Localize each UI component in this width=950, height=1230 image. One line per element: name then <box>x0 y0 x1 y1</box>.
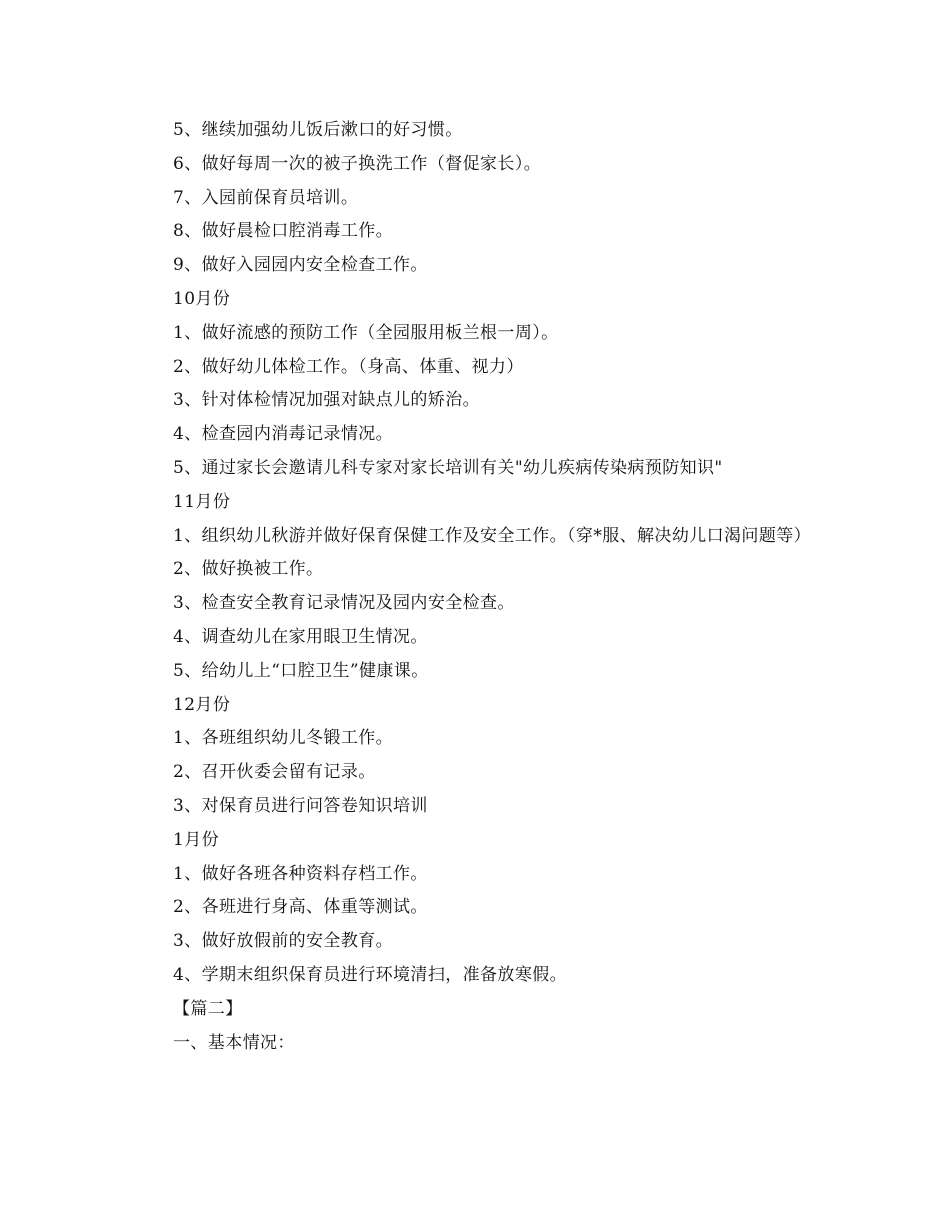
list-item: 2、各班进行身高、体重等测试。 <box>173 897 428 918</box>
list-item: 4、学期末组织保育员进行环境清扫，准备放寒假。 <box>173 964 568 985</box>
subsection-heading: 一、基本情况： <box>173 1032 295 1053</box>
list-item: 4、调查幼儿在家用眼卫生情况。 <box>173 626 428 647</box>
list-item: 3、检查安全教育记录情况及园内安全检查。 <box>173 593 515 614</box>
list-item: 1、做好各班各种资料存档工作。 <box>173 863 428 884</box>
list-item: 3、做好放假前的安全教育。 <box>173 931 394 952</box>
list-item: 2、做好换被工作。 <box>173 559 324 580</box>
list-item: 8、做好晨检口腔消毒工作。 <box>173 221 394 242</box>
document-body <box>139 114 819 1060</box>
list-item: 2、召开伙委会留有记录。 <box>173 762 376 783</box>
list-item: 3、对保育员进行问答卷知识培训 <box>173 795 428 816</box>
list-item: 3、针对体检情况加强对缺点儿的矫治。 <box>173 390 481 411</box>
list-item: 1、组织幼儿秋游并做好保育保健工作及安全工作。（穿*服、解决幼儿口渴问题等） <box>173 525 812 546</box>
list-item: 1、做好流感的预防工作（全园服用板兰根一周）。 <box>173 322 559 343</box>
month-heading: 10月份 <box>173 288 231 309</box>
list-item: 5、继续加强幼儿饭后漱口的好习惯。 <box>173 120 463 140</box>
month-heading: 12月份 <box>173 694 231 715</box>
section-heading: 【篇二】 <box>173 998 243 1019</box>
month-heading: 11月份 <box>173 491 231 512</box>
list-item: 2、做好幼儿体检工作。（身高、体重、视力） <box>173 356 524 377</box>
list-item: 7、入园前保育员培训。 <box>173 187 359 208</box>
list-item: 5、给幼儿上“口腔卫生”健康课。 <box>173 660 429 681</box>
list-item: 6、做好每周一次的被子换洗工作（督促家长）。 <box>173 153 542 174</box>
list-item: 4、检查园内消毒记录情况。 <box>173 424 394 445</box>
list-item: 1、各班组织幼儿冬锻工作。 <box>173 728 394 749</box>
list-item: 9、做好入园园内安全检查工作。 <box>173 255 428 276</box>
month-heading: 1月份 <box>173 829 220 850</box>
list-item: 5、通过家长会邀请儿科专家对家长培训有关"幼儿疾病传染病预防知识" <box>173 457 723 478</box>
